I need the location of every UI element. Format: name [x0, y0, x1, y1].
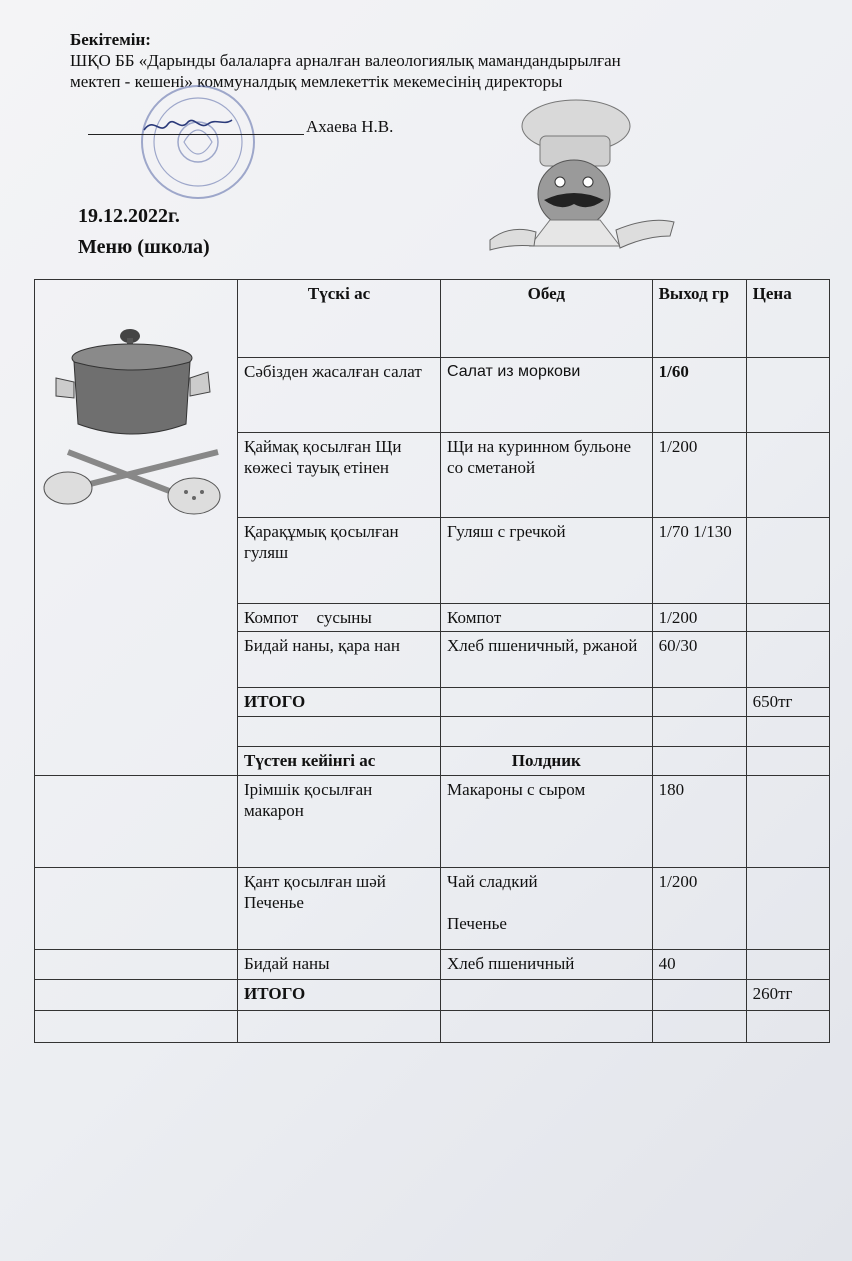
dish-yield: 1/200 — [652, 604, 746, 632]
empty-cell — [238, 717, 441, 747]
dish-kz: Бидай наны — [238, 950, 441, 980]
empty-cell — [35, 868, 238, 950]
dish-ru: Компот — [441, 604, 653, 632]
table-row — [35, 776, 830, 868]
dish-price — [746, 358, 829, 433]
lunch-total-label: ИТОГО — [238, 688, 441, 717]
empty-cell — [35, 950, 238, 980]
lunch-total-price: 650тг — [746, 688, 829, 717]
menu-title: Меню (школа) — [78, 236, 210, 258]
table-row — [35, 1011, 830, 1043]
official-stamp-icon — [118, 82, 278, 202]
table-row — [35, 950, 830, 980]
dish-kz — [238, 868, 441, 950]
dish-price — [746, 604, 829, 632]
snack-total-price: 260тг — [746, 980, 829, 1011]
empty-cell — [35, 776, 238, 868]
empty-cell — [746, 747, 829, 776]
empty-cell — [441, 980, 653, 1011]
table-row — [35, 868, 830, 950]
organization-line-1: ШҚО ББ «Дарынды балаларға арналған валеологиялық мамандандырылған — [70, 51, 621, 70]
snack-header-kz: Түстен кейінгі ас — [238, 747, 441, 776]
empty-cell — [652, 688, 746, 717]
dish-yield: 40 — [652, 950, 746, 980]
dish-kz: Сәбізден жасалған салат — [238, 358, 441, 433]
dish-kz: Бидай наны, қара нан — [238, 632, 441, 688]
empty-cell — [746, 1011, 829, 1043]
dish-ru — [441, 868, 653, 950]
empty-cell — [652, 717, 746, 747]
dish-kz: Ірімшік қосылған макарон — [238, 776, 441, 868]
dish-yield: 1/200 — [652, 433, 746, 518]
dish-kz: Компот сусыны — [238, 604, 441, 632]
empty-cell — [652, 980, 746, 1011]
empty-cell — [35, 980, 238, 1011]
dish-price — [746, 518, 829, 604]
dish-price — [746, 632, 829, 688]
snack-total-row — [35, 980, 830, 1011]
approve-label: Бекітемін: — [70, 30, 151, 49]
dish-ru: Щи на куринном бульоне со сметаной — [441, 433, 653, 518]
dish-price — [746, 868, 829, 950]
dish-ru: Хлеб пшеничный, ржаной — [441, 632, 653, 688]
signature-icon — [140, 112, 235, 138]
dish-yield: 1/200 — [652, 868, 746, 950]
empty-cell — [652, 1011, 746, 1043]
menu-date: 19.12.2022г. — [78, 205, 180, 227]
empty-cell — [746, 717, 829, 747]
dish-ru-tea: Чай сладкий — [447, 872, 538, 891]
empty-cell — [238, 1011, 441, 1043]
empty-cell — [441, 717, 653, 747]
empty-cell — [35, 1011, 238, 1043]
dish-ru-cookie: Печенье — [447, 914, 507, 933]
cooking-pot-icon — [38, 312, 228, 522]
lunch-header-ru: Обед — [441, 280, 653, 358]
dish-yield: 1/60 — [652, 358, 746, 433]
dish-yield: 60/30 — [652, 632, 746, 688]
dish-yield: 1/70 1/130 — [652, 518, 746, 604]
snack-header-ru: Полдник — [441, 747, 653, 776]
dish-price — [746, 776, 829, 868]
dish-kz-tea: Қант қосылған шәй — [244, 872, 386, 891]
empty-cell — [441, 688, 653, 717]
dish-yield: 180 — [652, 776, 746, 868]
empty-cell — [441, 1011, 653, 1043]
dish-ru: Салат из моркови — [441, 358, 653, 433]
empty-cell — [652, 747, 746, 776]
snack-total-label: ИТОГО — [238, 980, 441, 1011]
dish-ru: Гуляш с гречкой — [441, 518, 653, 604]
dish-ru: Хлеб пшеничный — [441, 950, 653, 980]
dish-price — [746, 950, 829, 980]
organization-line-2: мектеп - кешені» коммуналдық мемлекеттік мекемесінің директоры — [70, 72, 563, 91]
chef-illustration-icon — [480, 96, 680, 262]
dish-kz-cookie: Печенье — [244, 893, 304, 912]
yield-header: Выход гр — [652, 280, 746, 358]
dish-ru: Макароны с сыром — [441, 776, 653, 868]
dish-kz: Қарақұмық қосылған гуляш — [238, 518, 441, 604]
lunch-header-kz: Түскі ас — [238, 280, 441, 358]
dish-price — [746, 433, 829, 518]
dish-kz: Қаймақ қосылған Щи көжесі тауық етінен — [238, 433, 441, 518]
price-header: Цена — [746, 280, 829, 358]
director-name: Ахаева Н.В. — [306, 117, 394, 136]
